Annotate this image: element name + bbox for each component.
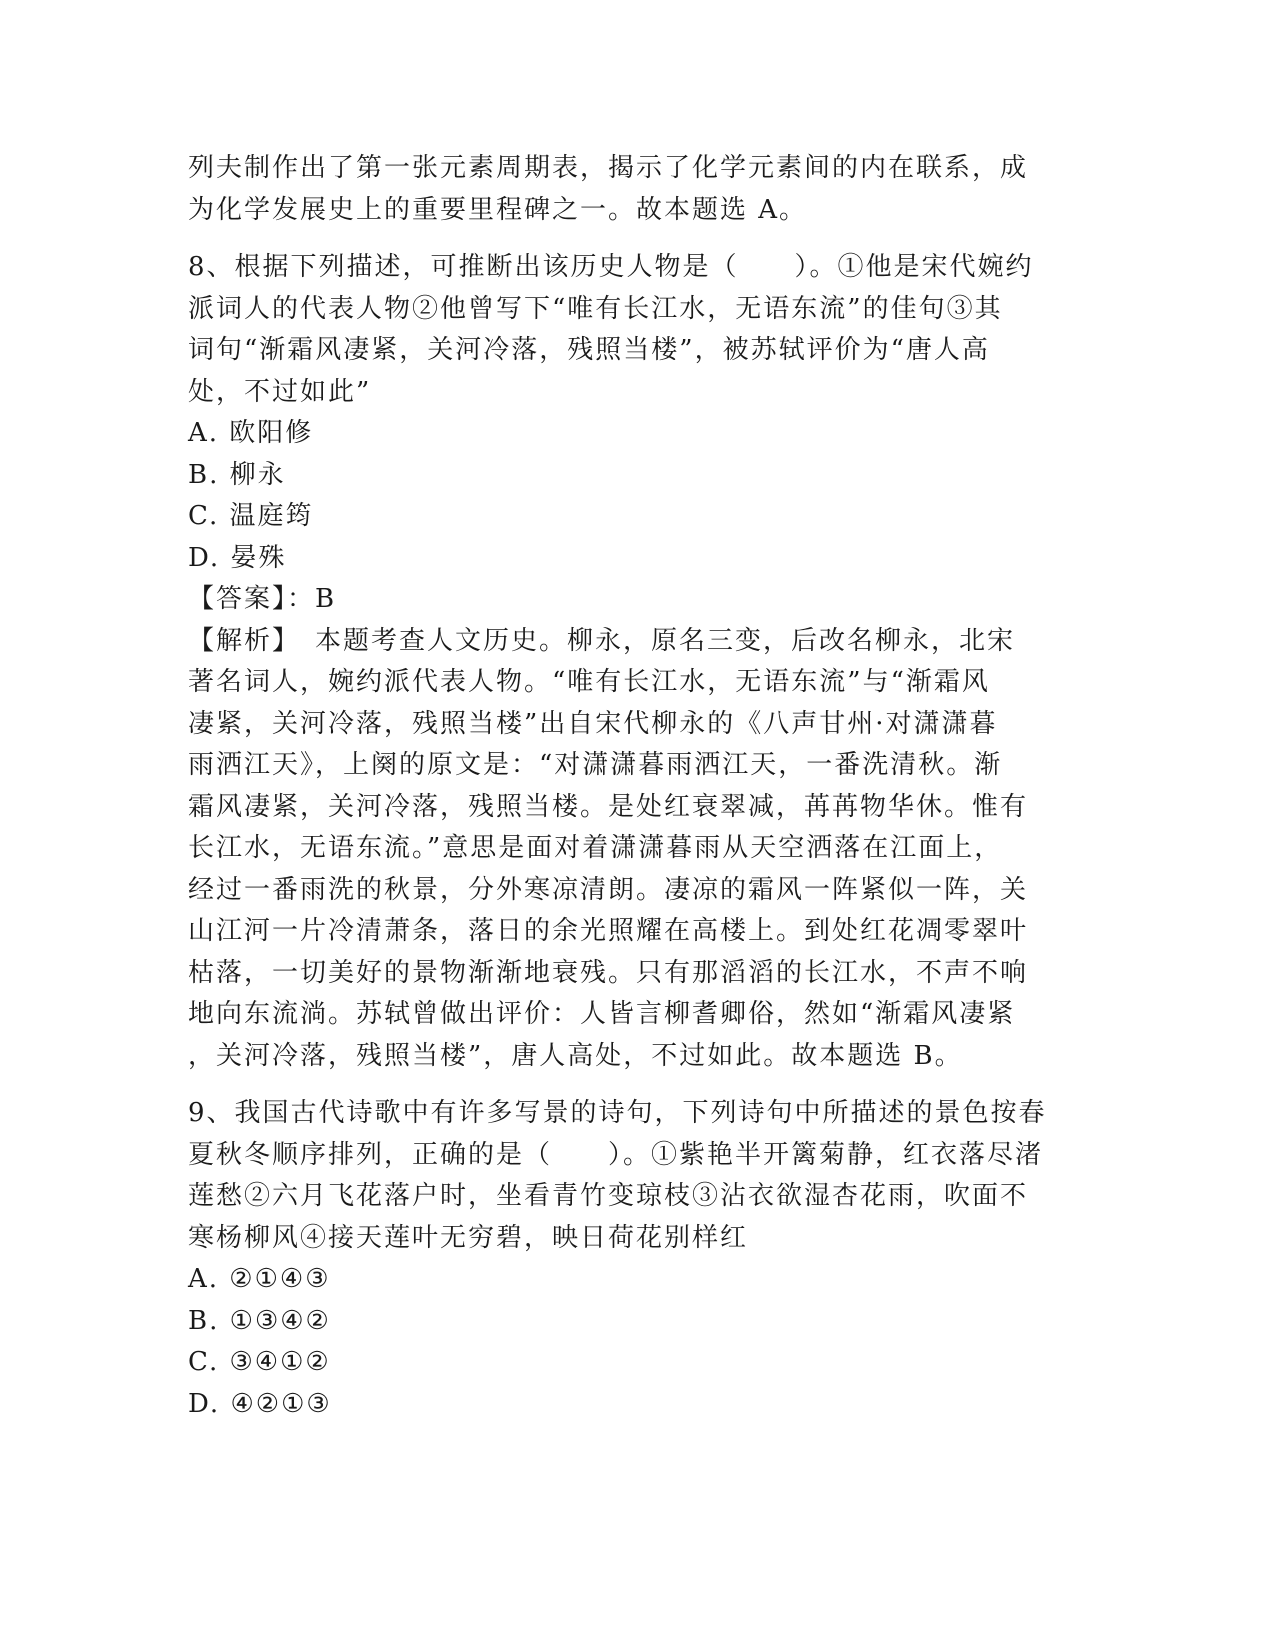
question-8-answer: 【答案】：B [188,584,337,614]
text-line: 处，不过如此” [188,376,372,407]
text-line: 莲愁②六月飞花落户时，坐看青竹变琼枝③沾衣欲湿杏花雨，吹面不 [188,1181,1029,1211]
option-a: A. ②①④③ [188,1264,331,1294]
option-b: B. 柳永 [188,459,286,490]
question-9-stem [188,1093,1088,1259]
option-d: D. 晏殊 [188,542,287,573]
page-content [188,148,1088,1425]
text-line: 为化学发展史上的重要里程碑之一。故本题选 A。 [188,194,808,225]
text-line: 词句“渐霜风凄紧，关河冷落，残照当楼”，被苏轼评价为“唐人高 [188,335,990,365]
q7-explanation-tail [188,148,1088,231]
text-line: 经过一番雨洗的秋景，分外寒凉清朗。凄凉的霜风一阵紧似一阵，关 [188,874,1029,905]
option-c: C. ③④①② [188,1347,331,1377]
question-8-options [188,413,1088,579]
text-line: 枯落，一切美好的景物渐渐地衰残。只有那滔滔的长江水，不声不响 [188,957,1029,988]
text-line: 寒杨柳风④接天莲叶无穷碧，映日荷花别样红 [188,1222,749,1253]
text-line: 雨洒江天》，上阕的原文是：“对潇潇暮雨洒江天，一番洗清秋。渐 [188,750,1003,780]
option-c: C. 温庭筠 [188,501,314,531]
text-line: 列夫制作出了第一张元素周期表，揭示了化学元素间的内在联系，成 [188,153,1029,183]
text-line: 著名词人，婉约派代表人物。“唯有长江水，无语东流”与“渐霜风 [188,667,990,697]
text-line: ，关河冷落，残照当楼”，唐人高处，不过如此。故本题选 B。 [188,1040,963,1071]
option-a: A. 欧阳修 [188,418,314,448]
text-line: 9、我国古代诗歌中有许多写景的诗句，下列诗句中所描述的景色按春 [188,1098,1047,1128]
text-line: 夏秋冬顺序排列，正确的是（ ）。①紫艳半开篱菊静，红衣落尽渚 [188,1139,1044,1170]
option-b: B. ①③④② [188,1305,331,1336]
question-9-options [188,1259,1088,1425]
text-line: 地向东流淌。苏轼曾做出评价：人皆言柳耆卿俗，然如“渐霜风凄紧 [188,999,1016,1029]
question-8-stem [188,247,1088,413]
text-line: 霜风凄紧，关河冷落，残照当楼。是处红衰翠减，苒苒物华休。惟有 [188,791,1029,822]
text-line: 凄紧，关河冷落，残照当楼”出自宋代柳永的《八声甘州·对潇潇暮 [188,708,998,739]
text-line: 山江河一片冷清萧条，落日的余光照耀在高楼上。到处红花凋零翠叶 [188,916,1029,946]
text-line: 长江水，无语东流。”意思是面对着潇潇暮雨从天空洒落在江面上， [188,833,1003,863]
question-8-analysis [188,621,1088,1078]
text-line: 8、根据下列描述，可推断出该历史人物是（ ）。①他是宋代婉约 [188,252,1034,282]
text-line: 【解析】 本题考查人文历史。柳永，原名三变，后改名柳永，北宋 [188,625,1016,656]
option-d: D. ④②①③ [188,1388,332,1419]
text-line: 派词人的代表人物②他曾写下“唯有长江水，无语东流”的佳句③其 [188,293,1003,324]
